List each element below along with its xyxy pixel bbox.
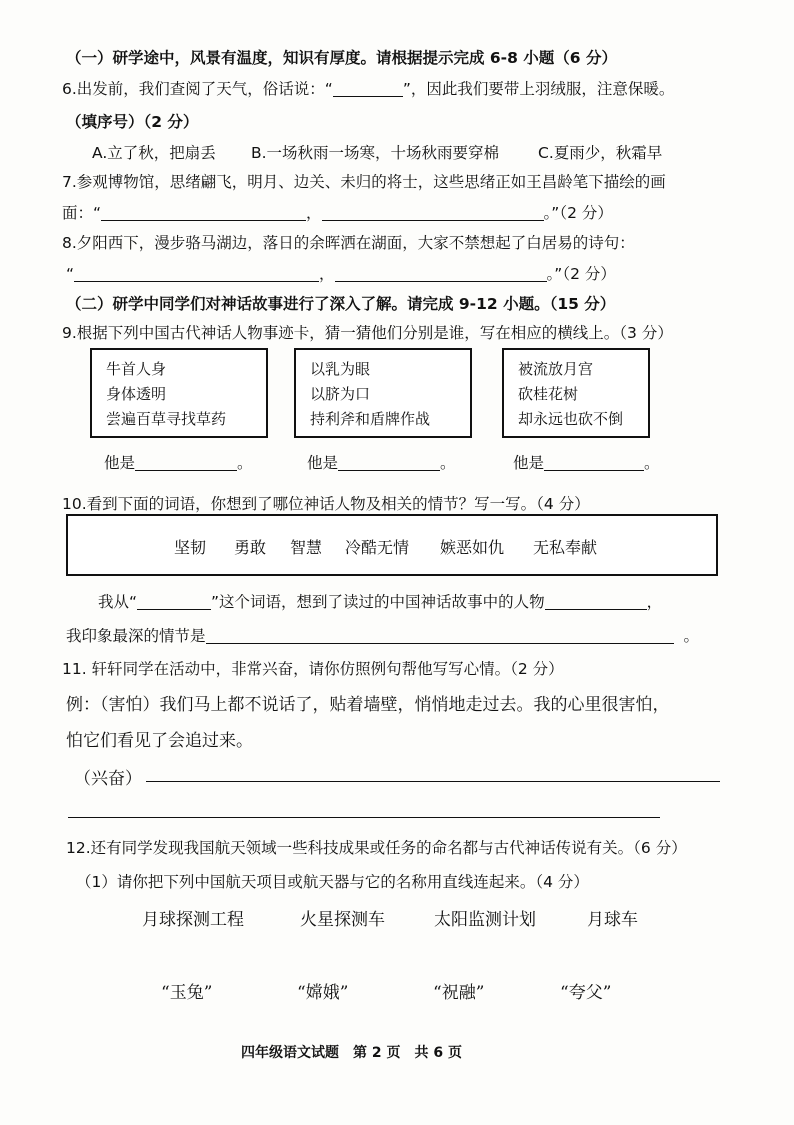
q10-prompt: 10.看到下面的词语，你想到了哪位神话人物及相关的情节？写一写。（4 分） xyxy=(62,495,590,513)
q7-text-end: 。”（2 分） xyxy=(543,204,613,222)
q9-card-3-line-1: 被流放月宫 xyxy=(518,360,594,378)
q10-text-c: 我印象最深的情节是 xyxy=(66,627,206,645)
q12-sub1: （1）请你把下列中国航天项目或航天器与它的名称用直线连起来。（4 分） xyxy=(76,873,589,891)
q9-card-1-line-1: 牛首人身 xyxy=(106,360,167,378)
q10-word-4: 冷酷无情 xyxy=(345,538,410,557)
q10-blank-plot[interactable] xyxy=(206,626,674,644)
q11-answer-label: （兴奋） xyxy=(74,769,142,789)
q9-card-1-line-3: 尝遍百草寻找草药 xyxy=(106,410,227,428)
q9-card-1 xyxy=(90,348,268,438)
q10-blank-word[interactable] xyxy=(137,592,211,610)
q9-card-3 xyxy=(502,348,650,438)
section1-heading: （一）研学途中，风景有温度，知识有厚度。请根据提示完成 6-8 小题（6 分） xyxy=(66,49,617,67)
q8-blank-1[interactable] xyxy=(74,264,319,282)
q6-line1 xyxy=(62,77,674,99)
q12-project-4[interactable]: 月球车 xyxy=(587,910,638,930)
q12-prompt: 12.还有同学发现我国航天领域一些科技成果或任务的命名都与古代神话传说有关。（6 分） xyxy=(66,839,687,857)
q6-blank[interactable] xyxy=(333,79,403,97)
q7-sep: ， xyxy=(306,204,322,222)
q9-card-2-line-1: 以乳为眼 xyxy=(310,360,371,378)
q12-name-1[interactable]: “玉兔” xyxy=(161,983,213,1003)
q6-line2: （填序号）（2 分） xyxy=(66,113,199,131)
q8-blank-2[interactable] xyxy=(335,264,547,282)
q9-card-3-line-2: 砍桂花树 xyxy=(518,385,579,403)
q7-line1: 7.参观博物馆，思绪翩飞，明月、边关、未归的将士，这些思绪正如王昌龄笔下描绘的画 xyxy=(62,173,666,191)
q11-example-line2: 怕它们看见了会追过来。 xyxy=(66,731,253,751)
q10-answer-line1 xyxy=(98,590,662,612)
q9-answer-3 xyxy=(513,451,660,473)
q9-answer-1-prefix: 他是 xyxy=(104,454,136,472)
q9-card-2-line-3: 持利斧和盾牌作战 xyxy=(310,410,431,428)
q9-card-2-line-2: 以脐为口 xyxy=(310,385,371,403)
q9-card-2 xyxy=(294,348,472,438)
q9-answer-2-prefix: 他是 xyxy=(307,454,339,472)
q8-sep: ， xyxy=(319,265,335,283)
q9-answer-1-blank[interactable] xyxy=(135,453,237,471)
q7-line2 xyxy=(62,201,613,223)
q9-answer-3-suffix: 。 xyxy=(644,454,660,472)
q10-word-3: 智慧 xyxy=(290,538,323,557)
q10-blank-character[interactable] xyxy=(545,592,647,610)
q9-answer-1-suffix: 。 xyxy=(237,454,253,472)
q12-name-4[interactable]: “夸父” xyxy=(560,983,612,1003)
q7-blank-2[interactable] xyxy=(322,203,544,221)
q10-word-2: 勇敢 xyxy=(234,538,267,557)
q9-answer-3-blank[interactable] xyxy=(544,453,644,471)
q8-text-end: 。”（2 分） xyxy=(546,265,616,283)
q7-text-a: 面：“ xyxy=(62,204,102,222)
q12-name-2[interactable]: “嫦娥” xyxy=(297,983,349,1003)
q9-answer-2-blank[interactable] xyxy=(338,453,440,471)
q10-text-b: ”这个词语，想到了读过的中国神话故事中的人物 xyxy=(211,593,545,611)
q10-word-box xyxy=(66,514,718,576)
q12-project-2[interactable]: 火星探测车 xyxy=(300,910,385,930)
q11-answer-line-1[interactable] xyxy=(146,781,720,782)
q7-blank-1[interactable] xyxy=(101,203,306,221)
q11-answer-line-2[interactable] xyxy=(68,817,660,818)
q9-prompt: 9.根据下列中国古代神话人物事迹卡，猜一猜他们分别是谁，写在相应的横线上。（3 分） xyxy=(62,324,673,342)
q6-option-b: B.一场秋雨一场寒，十场秋雨要穿棉 xyxy=(251,144,500,162)
q10-text-end1: ， xyxy=(646,593,663,611)
q6-option-c: C.夏雨少，秋霜早 xyxy=(538,144,663,162)
q6-text-a: 6.出发前，我们查阅了天气，俗话说：“ xyxy=(62,80,333,98)
q12-project-1[interactable]: 月球探测工程 xyxy=(142,910,244,930)
q12-name-3[interactable]: “祝融” xyxy=(433,983,485,1003)
q10-answer-line2 xyxy=(66,624,699,646)
section2-heading: （二）研学中同学们对神话故事进行了深入了解。请完成 9-12 小题。（15 分） xyxy=(66,295,616,313)
q8-line2 xyxy=(66,262,616,284)
q10-text-a: 我从“ xyxy=(98,593,138,611)
q10-text-end2: 。 xyxy=(683,627,700,645)
page-footer: 四年级语文试题 第 2 页 共 6 页 xyxy=(241,1045,462,1061)
q10-word-6: 无私奉献 xyxy=(533,538,598,557)
q6-text-b: ”，因此我们要带上羽绒服，注意保暖。 xyxy=(402,80,675,98)
q12-project-3[interactable]: 太阳监测计划 xyxy=(434,910,536,930)
q10-word-5: 嫉恶如仇 xyxy=(440,538,505,557)
q9-card-3-line-3: 却永远也砍不倒 xyxy=(518,410,624,428)
q11-prompt: 11. 轩轩同学在活动中，非常兴奋，请你仿照例句帮他写写心情。（2 分） xyxy=(62,660,564,678)
q6-option-a: A.立了秋，把扇丢 xyxy=(92,144,216,162)
q9-card-1-line-2: 身体透明 xyxy=(106,385,167,403)
q9-answer-2-suffix: 。 xyxy=(440,454,456,472)
q10-word-1: 坚韧 xyxy=(174,538,207,557)
q8-text-a: “ xyxy=(66,265,75,283)
q9-answer-1 xyxy=(104,451,253,473)
q9-answer-2 xyxy=(307,451,456,473)
q9-answer-3-prefix: 他是 xyxy=(513,454,545,472)
q11-example-line1: 例：（害怕）我们马上都不说话了，贴着墙壁，悄悄地走过去。我的心里很害怕， xyxy=(66,695,670,715)
q8-line1: 8.夕阳西下，漫步骆马湖边，落日的余晖洒在湖面，大家不禁想起了白居易的诗句： xyxy=(62,234,635,252)
